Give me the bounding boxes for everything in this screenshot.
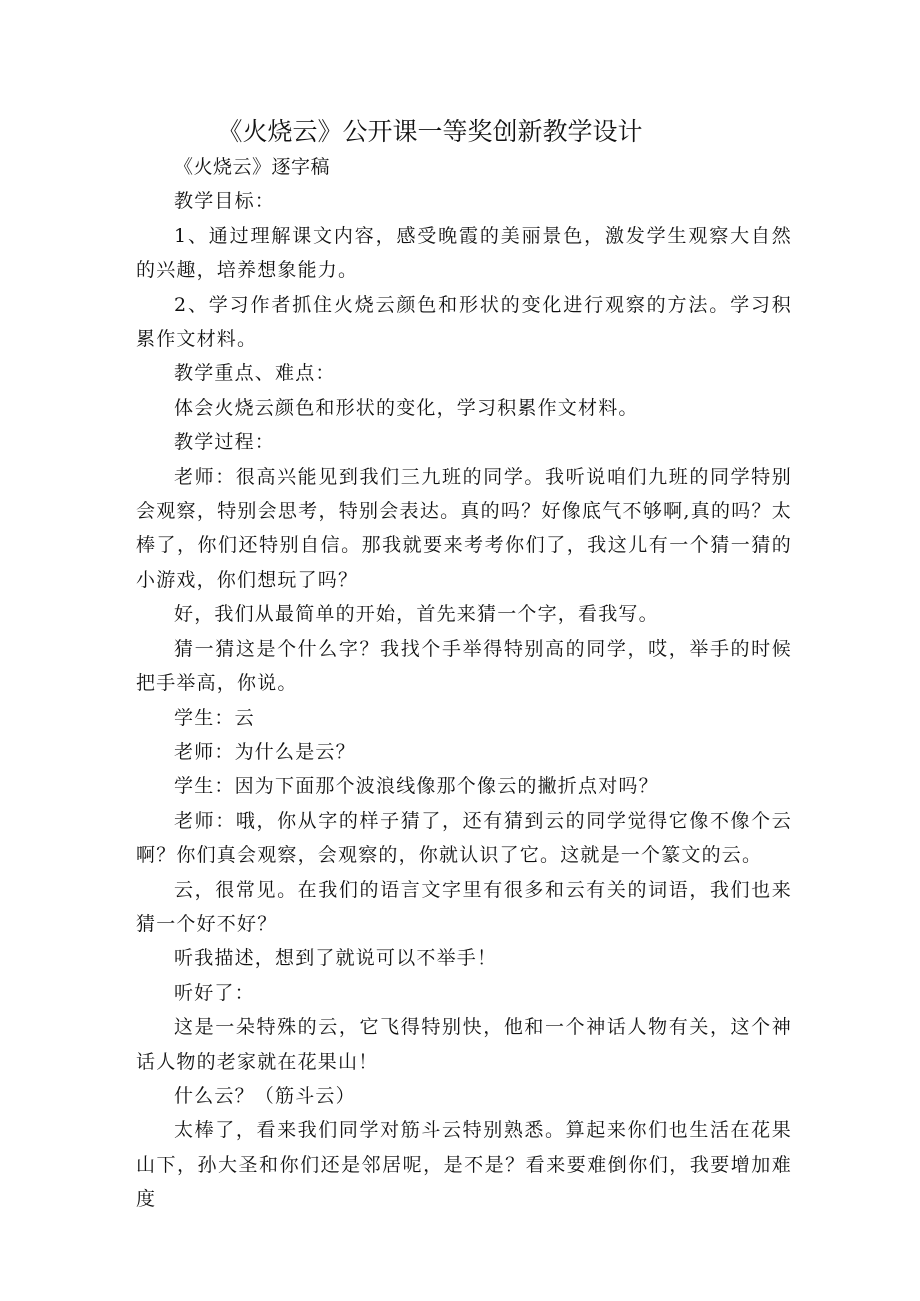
dialogue-paragraph: 老师：很高兴能见到我们三九班的同学。我听说咱们九班的同学特别会观察，特别会思考，特别会表达。真的吗？好像底气不够啊,真的吗？太棒了，你们还特别自信。那我就要来考考你们了，我这儿有一个猜一猜的小游戏，你们想玩了吗？ — [136, 465, 792, 591]
dialogue-paragraph: 猜一猜这是个什么字？我找个手举得特别高的同学，哎，举手的时候把手举高，你说。 — [136, 637, 792, 695]
dialogue-paragraph: 太棒了，看来我们同学对筋斗云特别熟悉。算起来你们也生活在花果山下，孙大圣和你们还是邻居呢，是不是？看来要难倒你们，我要增加难度 — [136, 1119, 792, 1211]
objective-item-1: 1、通过理解课文内容，感受晚霞的美丽景色，激发学生观察大自然的兴趣，培养想象能力。 — [136, 224, 792, 282]
objective-item-2: 2、学习作者抓住火烧云颜色和形状的变化进行观察的方法。学习积累作文材料。 — [136, 293, 792, 351]
dialogue-paragraph: 老师：哦，你从字的样子猜了，还有猜到云的同学觉得它像不像个云啊？你们真会观察，会观察的，你就认识了它。这就是一个篆文的云。 — [136, 809, 792, 867]
subtitle: 《火烧云》逐字稿 — [174, 156, 331, 178]
section-heading-process: 教学过程： — [174, 431, 276, 454]
dialogue-paragraph: 好，我们从最简单的开始，首先来猜一个字，看我写。 — [174, 603, 659, 626]
dialogue-paragraph: 学生：云 — [174, 706, 255, 729]
dialogue-paragraph: 听我描述，想到了就说可以不举手！ — [174, 947, 498, 970]
dialogue-paragraph: 听好了： — [174, 981, 255, 1004]
dialogue-paragraph: 学生：因为下面那个波浪线像那个像云的撇折点对吗？ — [174, 775, 659, 798]
document-title: 《火烧云》公开课一等奖创新教学设计 — [217, 117, 643, 146]
dialogue-paragraph: 什么云？（筋斗云） — [174, 1084, 356, 1107]
key-points-text: 体会火烧云颜色和形状的变化，学习积累作文材料。 — [174, 396, 639, 419]
dialogue-paragraph: 这是一朵特殊的云，它飞得特别快，他和一个神话人物有关，这个神话人物的老家就在花果山！ — [136, 1016, 792, 1073]
section-heading-key-points: 教学重点、难点： — [174, 362, 336, 385]
dialogue-paragraph: 老师：为什么是云？ — [174, 740, 356, 763]
section-heading-objectives: 教学目标： — [174, 190, 276, 213]
dialogue-paragraph: 云，很常见。在我们的语言文字里有很多和云有关的词语，我们也来猜一个好不好？ — [136, 878, 792, 935]
document-body — [136, 150, 792, 1217]
